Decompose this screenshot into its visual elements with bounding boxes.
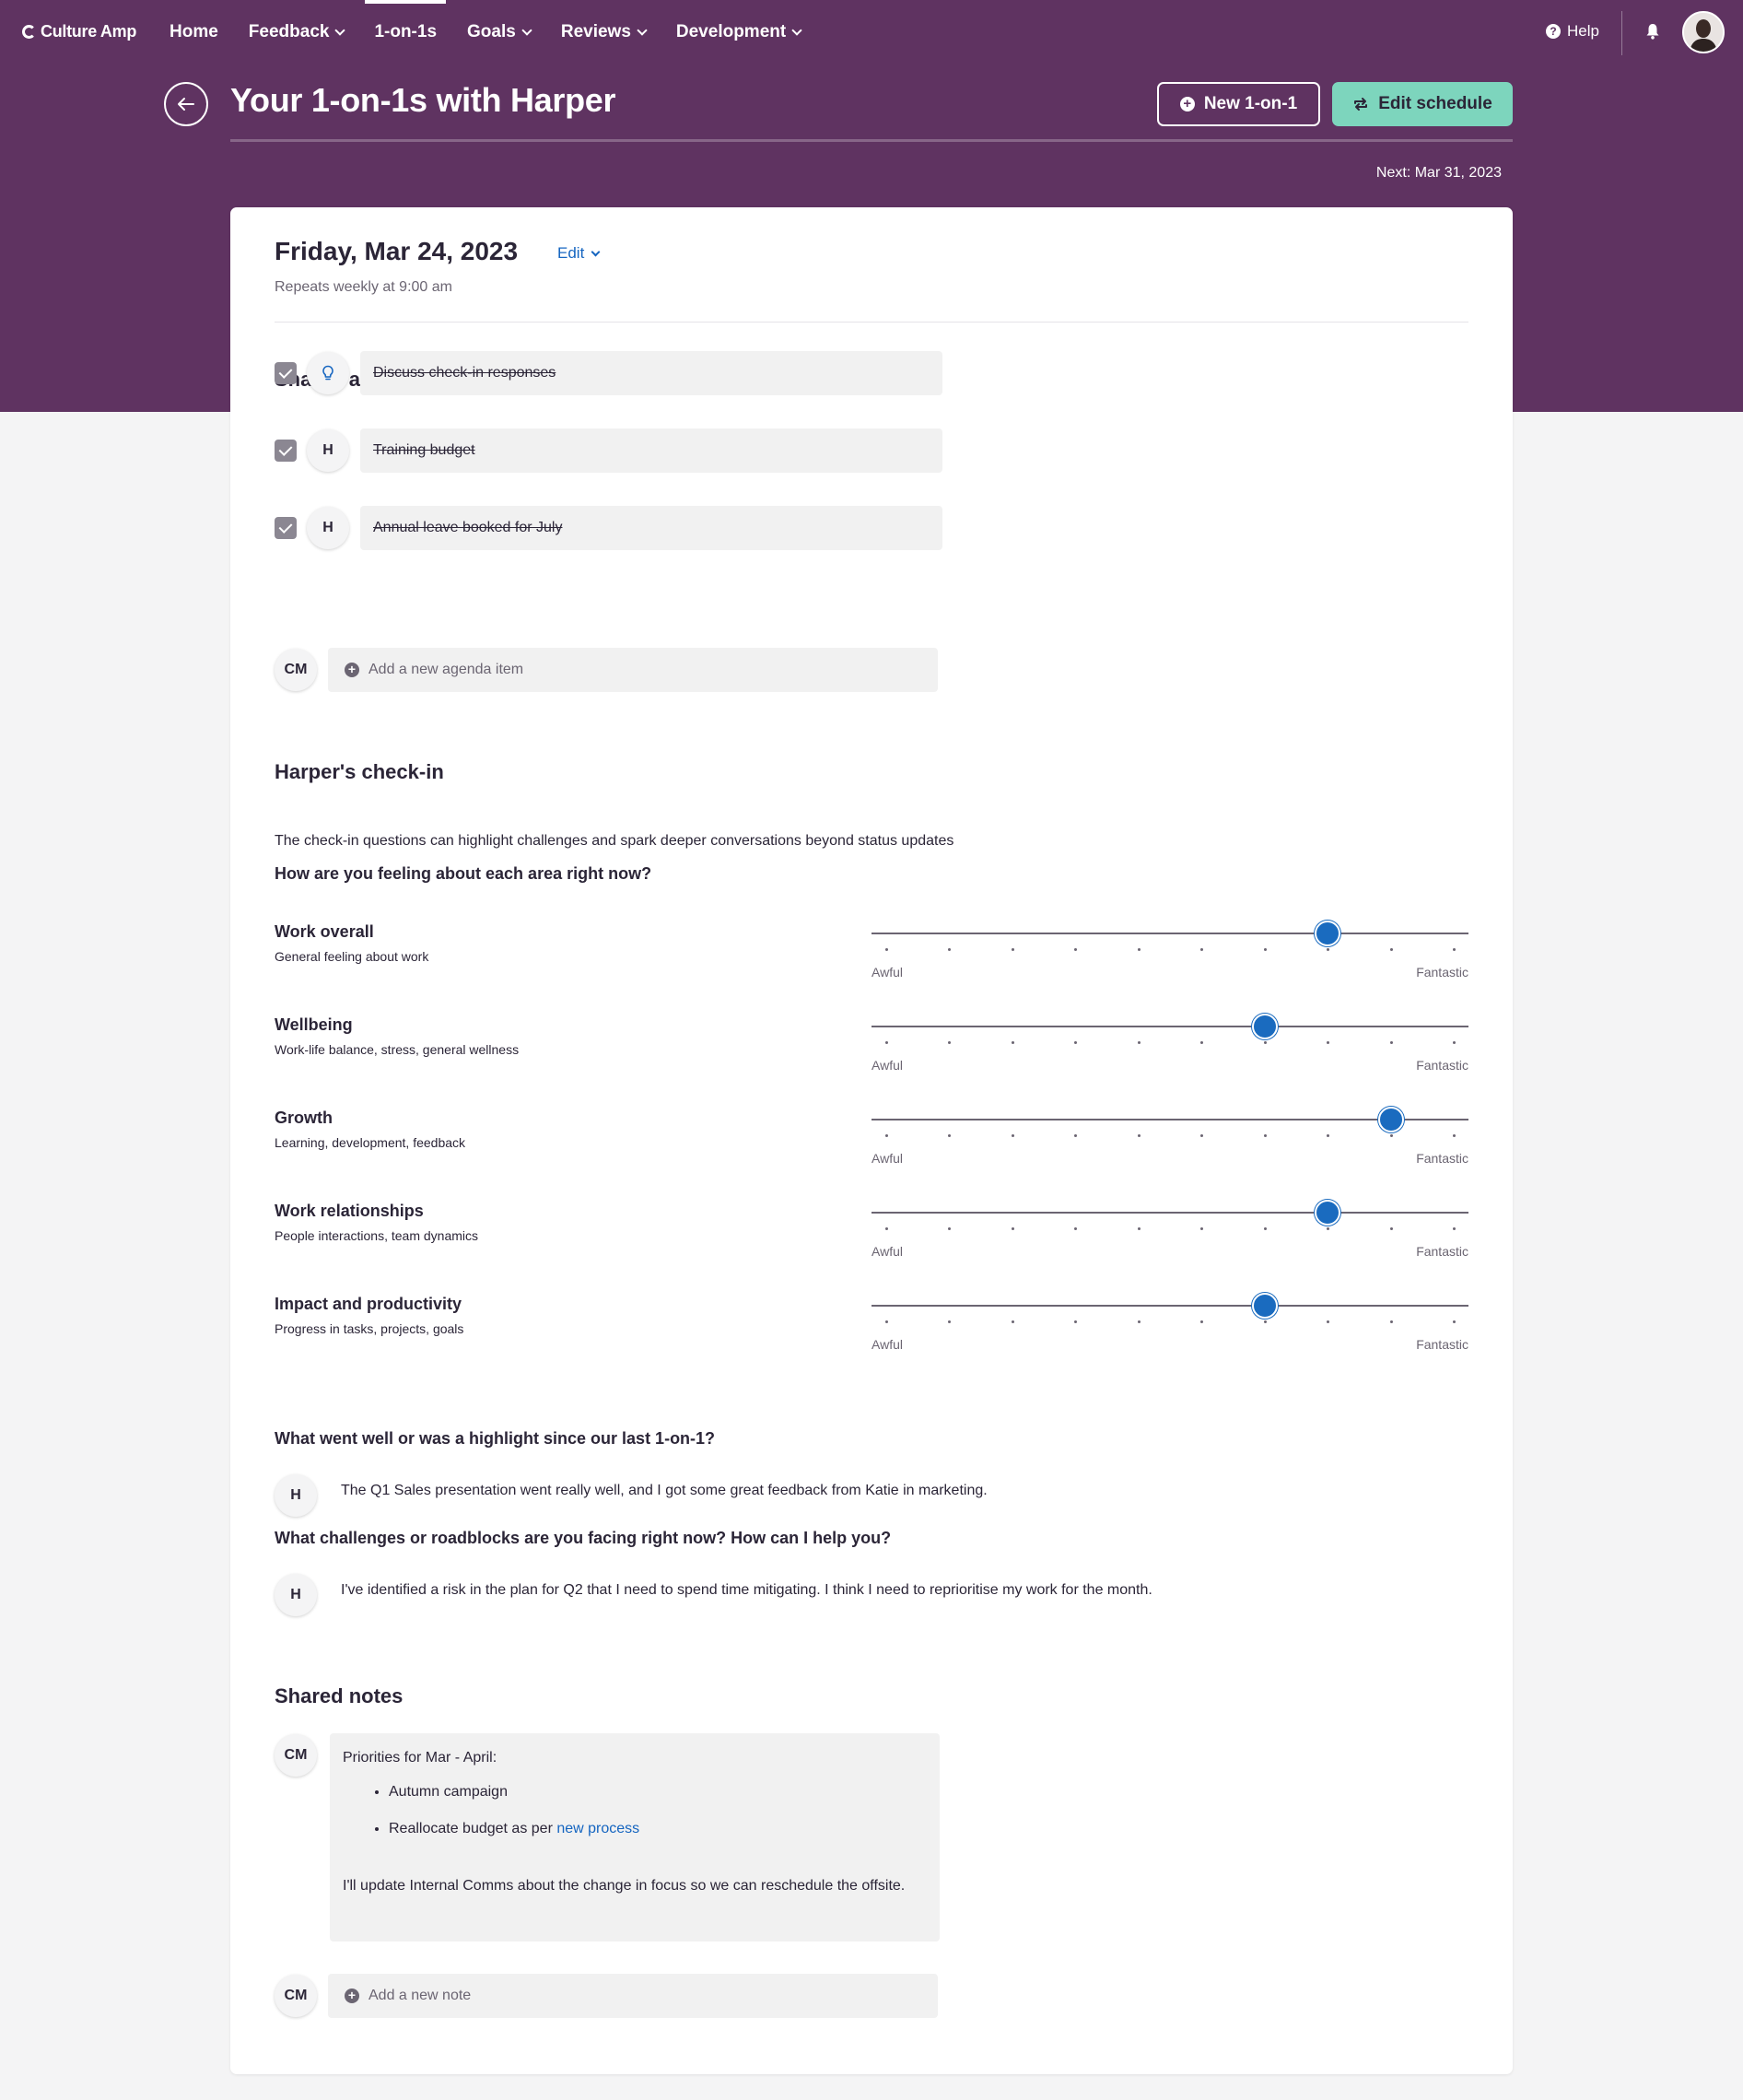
slider-tick: [885, 1320, 888, 1323]
meeting-date: Friday, Mar 24, 2023: [275, 237, 519, 265]
nav-item-label: Feedback: [248, 22, 330, 41]
slider-tick: [1390, 1041, 1393, 1044]
back-button[interactable]: [164, 82, 208, 126]
slider-track: [872, 1026, 1468, 1027]
slider-tick: [1012, 1041, 1014, 1044]
slider-tick: [948, 1134, 951, 1137]
slider-tick: [1327, 1320, 1329, 1323]
slider-track: [872, 1305, 1468, 1307]
help-link[interactable]: [1546, 22, 1599, 41]
slider-tick: [1264, 1134, 1267, 1137]
slider-tick: [1453, 1041, 1456, 1044]
note-intro: Priorities for Mar - April:: [343, 1750, 497, 1766]
divider: [275, 322, 1468, 323]
rating-slider[interactable]: [872, 1026, 1468, 1072]
slider-tick: [948, 1227, 951, 1230]
slider-tick: [1264, 948, 1267, 951]
add-agenda-placeholder: Add a new agenda item: [368, 662, 524, 677]
agenda-item: [275, 506, 942, 550]
slider-min-label: Awful: [872, 1244, 903, 1259]
avatar: CM: [275, 1734, 317, 1777]
agenda-checkbox[interactable]: [275, 440, 297, 462]
slider-tick: [1138, 1227, 1141, 1230]
add-note-row: [275, 1974, 938, 2018]
shared-note[interactable]: [330, 1733, 940, 1942]
area-label: Growth: [275, 1109, 333, 1127]
question-challenges: What challenges or roadblocks are you facing right now? How can I help you?: [275, 1529, 892, 1547]
plus-circle-icon: +: [1180, 97, 1195, 111]
next-meeting-date: Next: Mar 31, 2023: [1375, 165, 1502, 181]
nav-item-development[interactable]: [676, 0, 801, 65]
edit-meeting-dropdown[interactable]: [557, 244, 599, 263]
top-nav: [0, 0, 1743, 65]
list-item: • Autumn campaign: [389, 1781, 927, 1803]
slider-tick: [1264, 1041, 1267, 1044]
avatar: CM: [275, 649, 317, 691]
slider-tick: [1453, 948, 1456, 951]
slider-tick: [1074, 1227, 1077, 1230]
area-description: Progress in tasks, projects, goals: [275, 1321, 464, 1336]
lightbulb-icon: [307, 352, 349, 394]
agenda-item-text[interactable]: Training budget: [360, 428, 942, 473]
user-avatar[interactable]: [1682, 11, 1725, 53]
slider-tick: [1264, 1320, 1267, 1323]
area-label: Impact and productivity: [275, 1295, 462, 1313]
list-item-text: Reallocate budget as per: [389, 1821, 557, 1836]
answer-highlight: [275, 1474, 988, 1517]
agenda-checkbox[interactable]: [275, 362, 297, 384]
chevron-down-icon: [591, 247, 601, 256]
nav-item-goals[interactable]: [467, 0, 531, 65]
nav-item-label: Goals: [467, 22, 516, 41]
slider-tick: [1200, 1320, 1203, 1323]
repeat-icon: [1352, 96, 1369, 112]
plus-circle-icon: +: [345, 663, 359, 677]
add-note-placeholder: Add a new note: [368, 1988, 472, 2003]
slider-tick: [1012, 1134, 1014, 1137]
slider-min-label: Awful: [872, 965, 903, 980]
slider-tick: [1200, 1041, 1203, 1044]
area-description: Work-life balance, stress, general wellness: [275, 1042, 520, 1057]
meeting-card: [230, 207, 1513, 2074]
checkin-title: Harper's check-in: [275, 760, 444, 783]
slider-tick: [948, 948, 951, 951]
rating-slider[interactable]: [872, 933, 1468, 979]
slider-tick: [1327, 1134, 1329, 1137]
answer-challenges: [275, 1574, 1152, 1616]
nav-divider: [1621, 11, 1622, 55]
area-label: Work overall: [275, 922, 374, 941]
avatar: H: [275, 1574, 317, 1616]
slider-tick: [1453, 1320, 1456, 1323]
question-icon: ?: [1546, 24, 1561, 39]
agenda-item: [275, 351, 942, 395]
new-process-link[interactable]: new process: [556, 1821, 640, 1836]
avatar: CM: [275, 1975, 317, 2017]
edit-label: Edit: [557, 244, 585, 262]
area-label: Work relationships: [275, 1202, 424, 1220]
area-description: People interactions, team dynamics: [275, 1228, 478, 1243]
add-note-input[interactable]: [328, 1974, 938, 2018]
slider-min-label: Awful: [872, 1058, 903, 1073]
slider-handle[interactable]: [1252, 1293, 1278, 1319]
slider-tick: [1390, 1134, 1393, 1137]
slider-max-label: Fantastic: [1416, 1058, 1468, 1073]
slider-tick: [1453, 1227, 1456, 1230]
list-item: [389, 1818, 927, 1840]
nav-item-reviews[interactable]: [561, 0, 646, 65]
bell-icon[interactable]: [1645, 23, 1660, 40]
avatar: H: [275, 1474, 317, 1517]
slider-track: [872, 1212, 1468, 1214]
edit-schedule-button[interactable]: [1332, 82, 1513, 126]
question-highlight: What went well or was a highlight since our last 1-on-1?: [275, 1429, 716, 1448]
nav-item-1-on-1s[interactable]: [374, 0, 437, 65]
slider-tick: [1074, 948, 1077, 951]
slider-max-label: Fantastic: [1416, 1151, 1468, 1166]
slider-tick: [1012, 1227, 1014, 1230]
slider-tick: [1327, 1227, 1329, 1230]
slider-tick: [1200, 948, 1203, 951]
new-1-on-1-button[interactable]: [1157, 82, 1320, 126]
slider-min-label: Awful: [872, 1151, 903, 1166]
slider-tick: [885, 1227, 888, 1230]
slider-tick: [1327, 1041, 1329, 1044]
logo-icon: [22, 25, 36, 39]
chevron-down-icon: [521, 25, 532, 35]
rating-slider[interactable]: [872, 1305, 1468, 1351]
slider-tick: [1390, 948, 1393, 951]
culture-amp-logo[interactable]: [22, 22, 136, 41]
area-description: General feeling about work: [275, 949, 429, 964]
nav-menu: [170, 0, 831, 65]
agenda-item-text[interactable]: Annual leave booked for July: [360, 506, 942, 550]
slider-tick: [885, 948, 888, 951]
nav-item-label: Home: [170, 22, 218, 41]
rating-slider[interactable]: [872, 1119, 1468, 1165]
arrow-left-icon: [177, 97, 195, 111]
slider-tick: [1200, 1227, 1203, 1230]
help-label: Help: [1567, 22, 1599, 40]
note-author-row: [275, 1734, 317, 1777]
chevron-down-icon: [335, 25, 345, 35]
header-divider: [230, 139, 1513, 142]
agenda-item-text[interactable]: Discuss check-in responses: [360, 351, 942, 395]
edit-schedule-label: Edit schedule: [1378, 94, 1492, 113]
slider-handle[interactable]: [1315, 921, 1340, 946]
add-agenda-item-input[interactable]: [328, 648, 938, 692]
avatar: H: [307, 429, 349, 472]
slider-max-label: Fantastic: [1416, 965, 1468, 980]
plus-circle-icon: +: [345, 1989, 359, 2003]
slider-tick: [1012, 1320, 1014, 1323]
slider-tick: [1074, 1320, 1077, 1323]
slider-tick: [1074, 1134, 1077, 1137]
page-title: Your 1-on-1s with Harper: [230, 81, 616, 119]
slider-tick: [1264, 1227, 1267, 1230]
slider-min-label: Awful: [872, 1337, 903, 1352]
slider-tick: [1138, 1041, 1141, 1044]
logo-text: Culture Amp: [41, 22, 137, 41]
slider-tick: [1200, 1134, 1203, 1137]
slider-tick: [1390, 1227, 1393, 1230]
checkin-intro: The check-in questions can highlight challenges and spark deeper conversations beyond status updates: [275, 833, 954, 849]
answer-text: I've identified a risk in the plan for Q2 that I need to spend time mitigating. I think I need to reprioritise my work for the month.: [341, 1582, 1152, 1598]
answer-text: The Q1 Sales presentation went really well, and I got some great feedback from Katie in marketing.: [341, 1483, 988, 1498]
slider-track: [872, 933, 1468, 934]
chevron-down-icon: [637, 25, 647, 35]
note-tail: I'll update Internal Comms about the change in focus so we can reschedule the offsite.: [343, 1878, 906, 1894]
new-1-on-1-label: New 1-on-1: [1203, 94, 1298, 113]
slider-tick: [1012, 948, 1014, 951]
add-agenda-row: [275, 648, 938, 692]
slider-max-label: Fantastic: [1416, 1337, 1468, 1352]
slider-tick: [1138, 1320, 1141, 1323]
chevron-down-icon: [792, 25, 802, 35]
slider-tick: [948, 1320, 951, 1323]
rating-slider[interactable]: [872, 1212, 1468, 1258]
notes-title: Shared notes: [275, 1684, 404, 1707]
repeat-info: Repeats weekly at 9:00 am: [275, 279, 452, 295]
slider-tick: [885, 1041, 888, 1044]
nav-item-feedback[interactable]: [249, 0, 345, 65]
slider-tick: [1138, 1134, 1141, 1137]
slider-tick: [885, 1134, 888, 1137]
agenda-checkbox[interactable]: [275, 517, 297, 539]
nav-item-label: Development: [675, 22, 787, 41]
agenda-item: [275, 428, 942, 473]
nav-item-home[interactable]: [170, 0, 218, 65]
slider-handle[interactable]: [1315, 1200, 1340, 1226]
slider-max-label: Fantastic: [1416, 1244, 1468, 1259]
nav-item-label: Reviews: [560, 22, 631, 41]
note-list: [389, 1781, 927, 1840]
slider-tick: [948, 1041, 951, 1044]
avatar: H: [307, 507, 349, 549]
slider-tick: [1453, 1134, 1456, 1137]
slider-tick: [1138, 948, 1141, 951]
slider-tick: [1390, 1320, 1393, 1323]
nav-item-label: 1-on-1s: [374, 22, 438, 41]
slider-handle[interactable]: [1252, 1014, 1278, 1039]
area-label: Wellbeing: [275, 1015, 353, 1034]
user-photo-icon: [1684, 13, 1723, 52]
slider-tick: [1074, 1041, 1077, 1044]
area-description: Learning, development, feedback: [275, 1135, 466, 1150]
checkin-question: How are you feeling about each area right now?: [275, 864, 652, 883]
slider-handle[interactable]: [1378, 1107, 1404, 1132]
slider-tick: [1327, 948, 1329, 951]
